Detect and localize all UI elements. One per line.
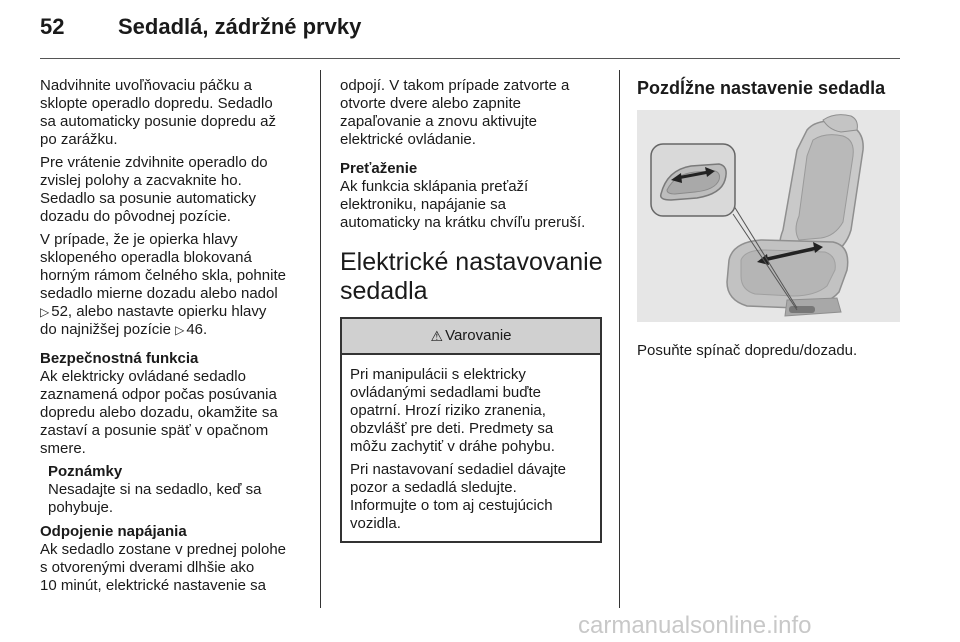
safety-function-heading: Bezpečnostná funkcia bbox=[40, 350, 199, 367]
warning-header bbox=[342, 319, 600, 355]
text-line: zaznamená odpor počas posúvania bbox=[40, 386, 277, 403]
chapter-title: Sedadlá, zádržné prvky bbox=[118, 14, 362, 39]
text-line: opatrní. Hrozí riziko zranenia, bbox=[350, 402, 546, 419]
text-line: môžu zachytiť v dráhe pohybu. bbox=[350, 438, 555, 455]
paragraph-return-backrest bbox=[40, 154, 306, 226]
text-line: Ak elektricky ovládané sedadlo bbox=[40, 368, 246, 385]
text-line: vozidla. bbox=[350, 515, 401, 532]
note-heading: Poznámky bbox=[48, 463, 123, 480]
warning-triangle-icon: ⚠ bbox=[430, 328, 444, 344]
text-line: Ak funkcia sklápania preťaží bbox=[340, 178, 529, 195]
power-disconnect-heading: Odpojenie napájania bbox=[40, 523, 187, 540]
text-line: zvislej polohy a zacvaknite ho. bbox=[40, 172, 242, 189]
text-line: 10 minút, elektrické nastavenie sa bbox=[40, 577, 266, 594]
reference-triangle-icon: ▷ bbox=[40, 305, 50, 319]
page-header bbox=[40, 14, 361, 50]
warning-box bbox=[340, 317, 602, 543]
column-2 bbox=[340, 77, 603, 543]
text-line: s otvorenými dverami dlhšie ako bbox=[40, 559, 255, 576]
figure-caption: Posuňte spínač dopredu/dozadu. bbox=[637, 342, 858, 359]
text-line: Nesadajte si na sedadlo, keď sa bbox=[48, 481, 262, 498]
text-line: dopredu alebo dozadu, okamžite sa bbox=[40, 404, 278, 421]
overload-section bbox=[340, 160, 603, 232]
text-line: Sedadlo sa posunie automaticky bbox=[40, 190, 256, 207]
seat-adjustment-figure bbox=[637, 110, 900, 322]
text-line bbox=[40, 303, 306, 321]
text-line: otvorte dvere alebo zapnite bbox=[340, 95, 521, 112]
heading-line: sedadla bbox=[340, 277, 428, 305]
overload-heading: Preťaženie bbox=[340, 160, 418, 177]
text-line: Pre vrátenie zdvihnite operadlo do bbox=[40, 154, 268, 171]
column-3 bbox=[637, 77, 900, 360]
section-heading-longitudinal: Pozdĺžne nastavenie sedadla bbox=[637, 78, 886, 98]
text-line: Nadvihnite uvoľňovaciu páčku a bbox=[40, 77, 253, 94]
safety-function-section bbox=[40, 350, 306, 458]
note-block bbox=[40, 463, 306, 517]
text-line: dozadu do pôvodnej pozície. bbox=[40, 208, 231, 225]
text-line: odpojí. V takom prípade zatvorte a bbox=[340, 77, 570, 94]
warning-title: Varovanie bbox=[445, 327, 512, 344]
seat-switch-small bbox=[789, 306, 815, 313]
text-line: sedadlo mierne dozadu alebo nadol bbox=[40, 285, 278, 302]
warning-paragraph bbox=[350, 366, 592, 456]
heading-line: Elektrické nastavovanie bbox=[340, 248, 603, 276]
text-line: sklopeného operadla blokovaná bbox=[40, 249, 252, 266]
text-line: po zarážku. bbox=[40, 131, 118, 148]
text-line: elektroniku, napájanie sa bbox=[340, 196, 506, 213]
reference-triangle-icon: ▷ bbox=[175, 323, 185, 337]
page-reference-link[interactable]: 46. bbox=[186, 321, 208, 338]
paragraph-fold-backrest bbox=[40, 77, 306, 149]
page-number: 52 bbox=[40, 14, 65, 39]
text-line: Ak sedadlo zostane v prednej polohe bbox=[40, 541, 287, 558]
text-line: zapaľovanie a znovu aktivujte bbox=[340, 113, 537, 130]
text-line: Informujte o tom aj cestujúcich bbox=[350, 497, 553, 514]
text-line: horným rámom čelného skla, pohnite bbox=[40, 267, 286, 284]
column-divider-2 bbox=[619, 70, 620, 608]
power-disconnect-section bbox=[40, 523, 306, 595]
text-line: sa automaticky posunie dopredu až bbox=[40, 113, 276, 130]
paragraph-continuation bbox=[340, 77, 603, 149]
section-heading-electric-seat bbox=[340, 248, 603, 306]
text-line: V prípade, že je opierka hlavy bbox=[40, 231, 238, 248]
text-line: zastaví a posunie späť v opačnom bbox=[40, 422, 269, 439]
text-line: ovládanými sedadlami buďte bbox=[350, 384, 541, 401]
text-line: sklopte operadlo dopredu. Sedadlo bbox=[40, 95, 273, 112]
paragraph-headrest-blocked bbox=[40, 231, 306, 339]
warning-paragraph bbox=[350, 461, 592, 533]
header-divider bbox=[40, 58, 900, 59]
cushion-center bbox=[741, 250, 835, 296]
column-divider-1 bbox=[320, 70, 321, 608]
text-line: Pri manipulácii s elektricky bbox=[350, 366, 526, 383]
text-line: obzvlášť pre deti. Predmety sa bbox=[350, 420, 554, 437]
watermark: carmanualsonline.info bbox=[578, 612, 812, 639]
text-line: smere. bbox=[40, 440, 86, 457]
text-line: automaticky na krátku chvíľu preruší. bbox=[340, 214, 586, 231]
text-line: elektrické ovládanie. bbox=[340, 131, 476, 148]
text-line bbox=[40, 321, 306, 339]
text-line: Pri nastavovaní sedadiel dávajte bbox=[350, 461, 566, 478]
safety-function-text bbox=[40, 368, 306, 458]
text-fragment: do najnižšej pozície bbox=[40, 321, 171, 338]
warning-body bbox=[342, 355, 600, 541]
text-line: pohybuje. bbox=[48, 499, 114, 516]
text-line: pozor a sedadlá sledujte. bbox=[350, 479, 517, 496]
column-1 bbox=[40, 77, 306, 595]
page-reference-link[interactable]: 52, alebo nastavte opierku hlavy bbox=[51, 303, 267, 320]
